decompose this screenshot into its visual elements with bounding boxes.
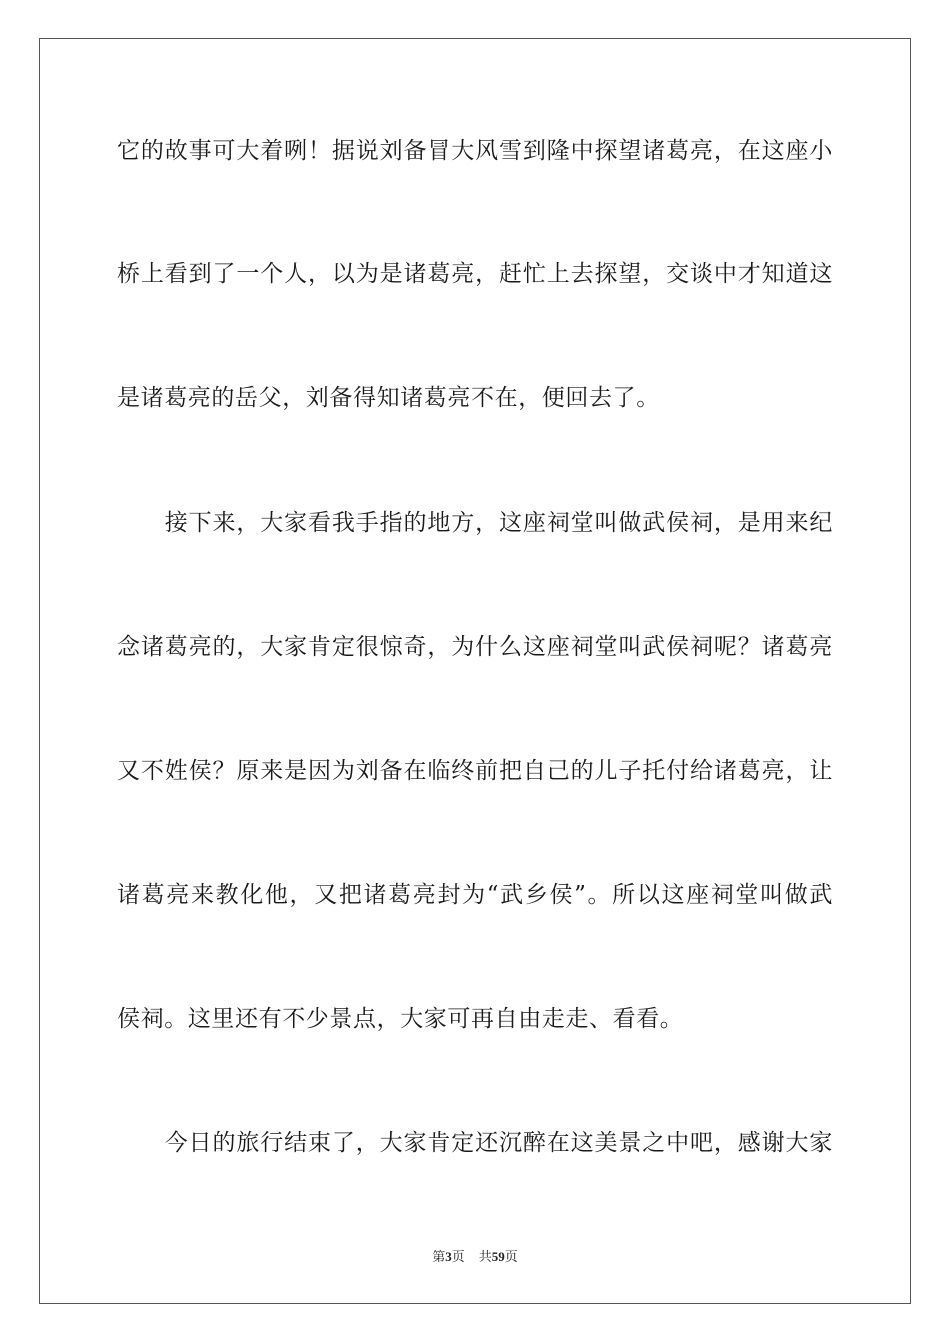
body-text-line: 是诸葛亮的岳父，刘备得知诸葛亮不在，便回去了。	[117, 385, 660, 411]
total-prefix: 共	[478, 1250, 492, 1265]
total-pages: 59	[491, 1249, 505, 1264]
body-text-line: 它的故事可大着咧！据说刘备冒大风雪到隆中探望诸葛亮，在这座小	[117, 138, 833, 164]
body-text-line: 侯祠。这里还有不少景点，大家可再自由走走、看看。	[117, 1006, 684, 1032]
body-text-line: 桥上看到了一个人，以为是诸葛亮，赶忙上去探望，交谈中才知道这	[117, 261, 833, 287]
page-border	[39, 38, 911, 1304]
body-text-line: 接下来，大家看我手指的地方，这座祠堂叫做武侯祠，是用来纪	[117, 510, 833, 536]
body-text-line: 念诸葛亮的，大家肯定很惊奇，为什么这座祠堂叫武侯祠呢？诸葛亮	[117, 634, 833, 660]
page-footer	[0, 1248, 950, 1267]
total-suffix: 页	[504, 1250, 518, 1265]
body-text-line: 诸葛亮来教化他，又把诸葛亮封为“武乡侯”。所以这座祠堂叫做武	[117, 882, 833, 908]
body-text-line: 今日的旅行结束了，大家肯定还沉醉在这美景之中吧，感谢大家	[117, 1130, 833, 1156]
body-text-line: 又不姓侯？原来是因为刘备在临终前把自己的儿子托付给诸葛亮，让	[117, 758, 833, 784]
page-suffix: 页	[451, 1250, 465, 1265]
page-prefix: 第	[432, 1250, 446, 1265]
page-number: 3	[445, 1249, 452, 1264]
